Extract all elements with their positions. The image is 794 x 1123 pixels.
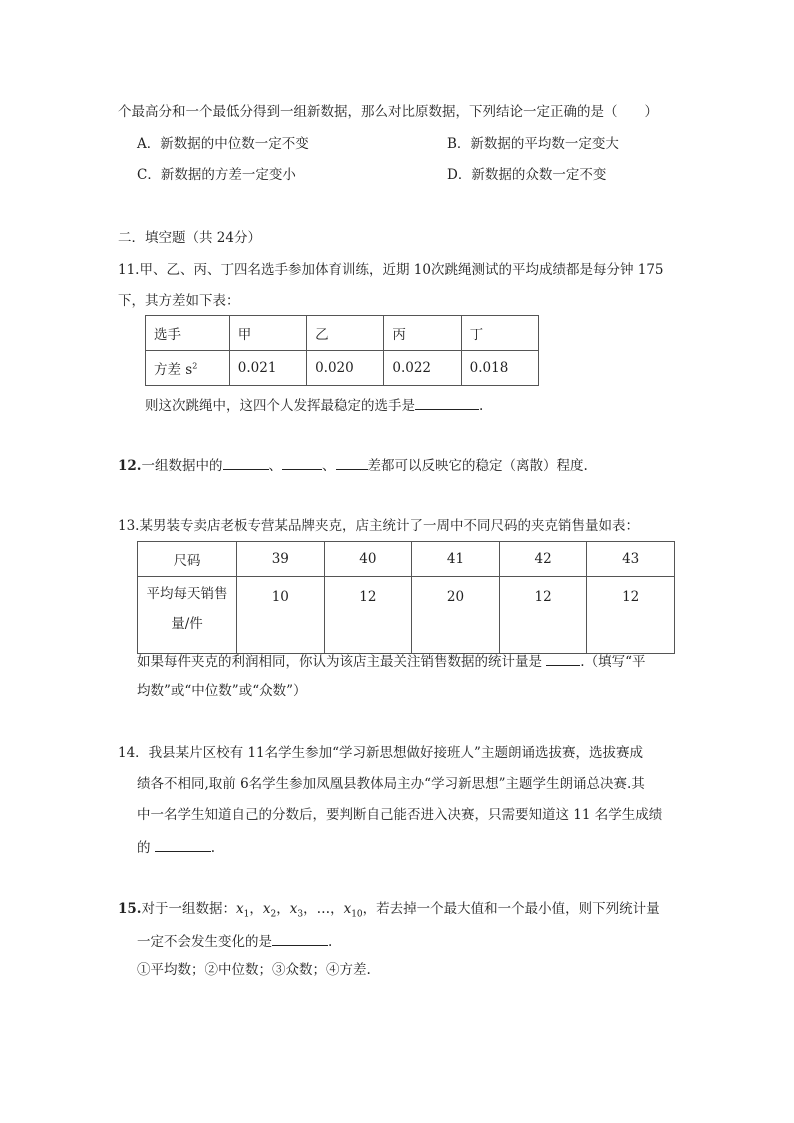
answer-blank[interactable]: [155, 837, 211, 852]
q15-line2-prefix: 一定不会发生变化的是: [137, 934, 272, 950]
q15-text: ，若去掉一个最大值和一个最小值，则下列统计量: [362, 901, 660, 917]
q15-var: x: [236, 901, 244, 917]
table-header-cell: 丙: [384, 316, 461, 351]
q15-number: 15.: [118, 901, 142, 917]
q12-line: [118, 455, 588, 475]
q10-option-a: A．新数据的中位数一定不变: [137, 136, 309, 152]
answer-blank[interactable]: [415, 395, 479, 410]
q11-answer-prefix: 则这次跳绳中，这四个人发挥最稳定的选手是: [145, 398, 415, 414]
table-header-cell: 尺码: [138, 542, 237, 577]
table-cell: 41: [412, 542, 500, 577]
answer-blank[interactable]: [223, 455, 269, 470]
table-header-cell: 丁: [461, 316, 538, 351]
q14-line3: 中一名学生知道自己的分数后，要判断自己能否进入决赛，只需要知道这 11 名学生成绩: [137, 807, 663, 823]
q10-stem: 个最高分和一个最低分得到一组新数据，那么对比原数据，下列结论一定正确的是（ ）: [118, 104, 658, 120]
table-cell: 0.018: [461, 351, 538, 386]
q15-line1: 15.对于一组数据：$x_1$，$x_2$，$x_3$，…，$x_{10}$，若去掉一个最大值和一个最小值，则下列统计量: [118, 901, 660, 920]
table-cell: 20: [412, 577, 500, 654]
q10-option-c: C．新数据的方差一定变小: [137, 167, 296, 183]
answer-blank[interactable]: [282, 455, 322, 470]
table-header-cell: 选手: [146, 316, 230, 351]
table-cell: 12: [587, 577, 675, 654]
q11-line1: 11.甲、乙、丙、丁四名选手参加体育训练，近期 10次跳绳测试的平均成绩都是每分钟 175: [118, 262, 664, 278]
section-title: 二．填空题（共 24分）: [118, 230, 261, 246]
table-row-label: 方差 $s^2$: [146, 351, 230, 386]
q10-option-b: B．新数据的平均数一定变大: [447, 136, 619, 152]
q11-line2: 下，其方差如下表：: [118, 293, 240, 309]
q11-answer-line: [145, 395, 483, 415]
q12-sep: 、: [268, 458, 282, 474]
q15-var: x: [289, 901, 298, 917]
q13-answer-prefix: 如果每件夹克的利润相同，你认为该店主最关注销售数据的统计量是: [137, 654, 547, 670]
q12-number: 12.: [118, 458, 142, 474]
variance-table: [145, 315, 539, 386]
q14-line4: [137, 837, 215, 857]
q14-line4-suffix: .: [210, 840, 216, 856]
q15-text: 对于一组数据：: [141, 901, 236, 917]
q12-sep: 、: [322, 458, 336, 474]
table-row: [146, 316, 539, 351]
table-cell: 42: [499, 542, 587, 577]
table-cell: 39: [237, 542, 325, 577]
q11-answer-suffix: .: [479, 398, 484, 414]
q12-text: 一组数据中的: [141, 458, 223, 474]
table-cell: 12: [324, 577, 412, 654]
table-row: [146, 351, 539, 386]
q13-stem: 13.某男装专卖店老板专营某品牌夹克，店主统计了一周中不同尺码的夹克销售量如表：: [118, 518, 639, 534]
q13-answer-line1: [137, 651, 646, 671]
table-cell: 0.021: [229, 351, 306, 386]
answer-blank[interactable]: [336, 455, 368, 470]
q14-line2: 绩各不相同,取前 6名学生参加凤凰县教体局主办“学习新思想”主题学生朗诵总决赛.其: [137, 776, 645, 792]
table-row-label: 平均每天销售 量/件: [138, 577, 237, 654]
q15-line2: [137, 931, 332, 951]
table-cell: 40: [324, 542, 412, 577]
answer-blank[interactable]: [546, 651, 580, 666]
table-cell: 10: [237, 577, 325, 654]
q14-line4-prefix: 的: [137, 840, 155, 856]
sales-table: [137, 541, 675, 654]
table-cell: 12: [499, 577, 587, 654]
table-row: [138, 542, 675, 577]
table-row: [138, 577, 675, 654]
table-cell: 0.020: [307, 351, 384, 386]
q13-answer-suffix: .（填写“平: [580, 654, 646, 670]
q15-options: ①平均数；②中位数；③众数；④方差.: [137, 962, 371, 978]
table-header-cell: 乙: [307, 316, 384, 351]
q15-var: x: [343, 901, 352, 917]
table-cell: 0.022: [384, 351, 461, 386]
q14-line1: 14．我县某片区校有 11名学生参加“学习新思想做好接班人”主题朗诵选拔赛，选拔赛成: [118, 745, 643, 761]
q10-option-d: D．新数据的众数一定不变: [447, 167, 607, 183]
q13-answer-line2: 均数”或“中位数”或“众数”）: [137, 683, 307, 699]
q15-line2-suffix: .: [328, 934, 333, 950]
q12-text: 差都可以反映它的稳定（离散）程度.: [367, 458, 588, 474]
answer-blank[interactable]: [272, 931, 328, 946]
table-cell: 43: [587, 542, 675, 577]
table-header-cell: 甲: [229, 316, 306, 351]
q15-var: x: [262, 901, 271, 917]
